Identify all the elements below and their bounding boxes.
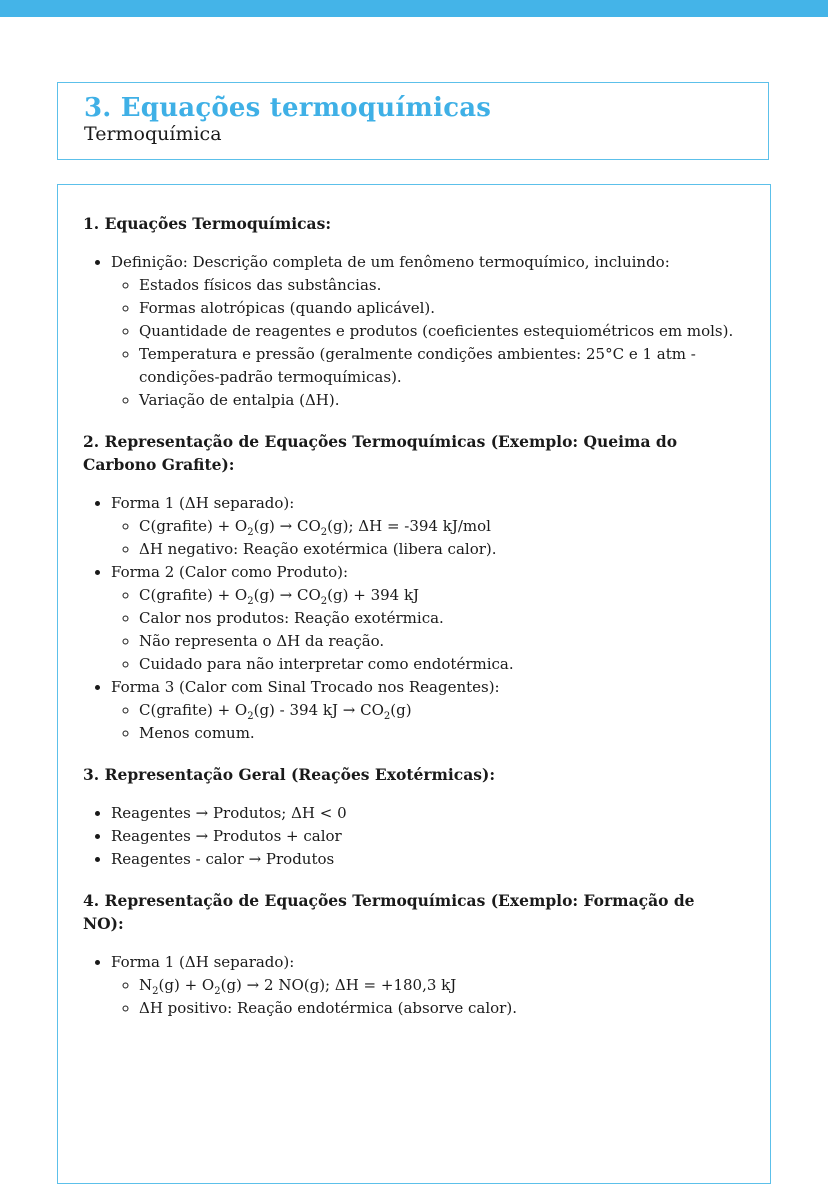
equation: ◦ C(grafite) + $O_2(g) - 394$ kJ → $CO_2(g)$ [139, 699, 740, 722]
list-item [111, 492, 740, 561]
sub-list [111, 274, 740, 412]
section-3-list [83, 802, 740, 871]
definition-text: Definição: Descrição completa de um fenômeno termoquímico, incluindo: [111, 253, 670, 271]
list-item: ◦ Formas alotrópicas (quando aplicável). [139, 297, 740, 320]
sub-list [111, 515, 740, 561]
list-item: ◦ Não representa o ΔH da reação. [139, 630, 740, 653]
forma-label: Forma 3 (Calor com Sinal Trocado nos Reagentes): [111, 678, 500, 696]
section-3-heading: 3. Representação Geral (Reações Exotérmicas): [83, 765, 496, 784]
equation: ◦ C(grafite) + $O_2(g) \to CO_2(g) + 394$ kJ [139, 584, 740, 607]
list-item: ◦ ΔH negativo: Reação exotérmica (libera calor). [139, 538, 740, 561]
sub-list [111, 974, 740, 1020]
list-item: ◦ Menos comum. [139, 722, 740, 745]
list-item [111, 561, 740, 676]
page-subtitle: Termoquímica [84, 123, 222, 145]
section-1-heading: 1. Equações Termoquímicas: [83, 214, 332, 233]
list-item: ◦ Calor nos produtos: Reação exotérmica. [139, 607, 740, 630]
section-4-heading: 4. Representação de Equações Termoquímicas (Exemplo: Formação de NO): [83, 891, 695, 933]
list-item: ◦ Cuidado para não interpretar como endotérmica. [139, 653, 740, 676]
list-item: ◦ Estados físicos das substâncias. [139, 274, 740, 297]
forma-label: Forma 1 (ΔH separado): [111, 494, 295, 512]
list-item [111, 676, 740, 745]
forma-label: Forma 2 (Calor como Produto): [111, 563, 349, 581]
equation: ◦ $N_2(g) + O_2(g) \to 2$ NO(g); ΔH = +180,3 kJ [139, 974, 740, 997]
sub-list [111, 584, 740, 676]
forma-label: Forma 1 (ΔH separado): [111, 953, 295, 971]
list-item: ◦ Variação de entalpia (ΔH). [139, 389, 740, 412]
list-item: • Reagentes - calor → Produtos [111, 848, 740, 871]
list-item: • Reagentes → Produtos + calor [111, 825, 740, 848]
list-item: ◦ Temperatura e pressão (geralmente condições ambientes: 25°C e 1 atm - condições-padrão termoquímicas). [139, 343, 740, 389]
equation: ◦ C(grafite) + $O_2(g) \to CO_2(g)$; ΔH = -394 kJ/mol [139, 515, 740, 538]
content-box [57, 184, 771, 1184]
page-title: 3. Equações termoquímicas [84, 93, 492, 123]
section-2-list [83, 492, 740, 745]
title-box [57, 82, 769, 160]
list-item: ◦ Quantidade de reagentes e produtos (coeficientes estequiométricos em mols). [139, 320, 740, 343]
list-item: • Reagentes → Produtos; ΔH < 0 [111, 802, 740, 825]
top-accent-bar [0, 0, 828, 17]
list-item [111, 951, 740, 1020]
list-item: ◦ ΔH positivo: Reação endotérmica (absorve calor). [139, 997, 740, 1020]
list-item [111, 251, 740, 412]
section-4-list [83, 951, 740, 1020]
sub-list [111, 699, 740, 745]
section-1-list [83, 251, 740, 412]
section-2-heading: 2. Representação de Equações Termoquímicas (Exemplo: Queima do Carbono Grafite): [83, 432, 678, 474]
